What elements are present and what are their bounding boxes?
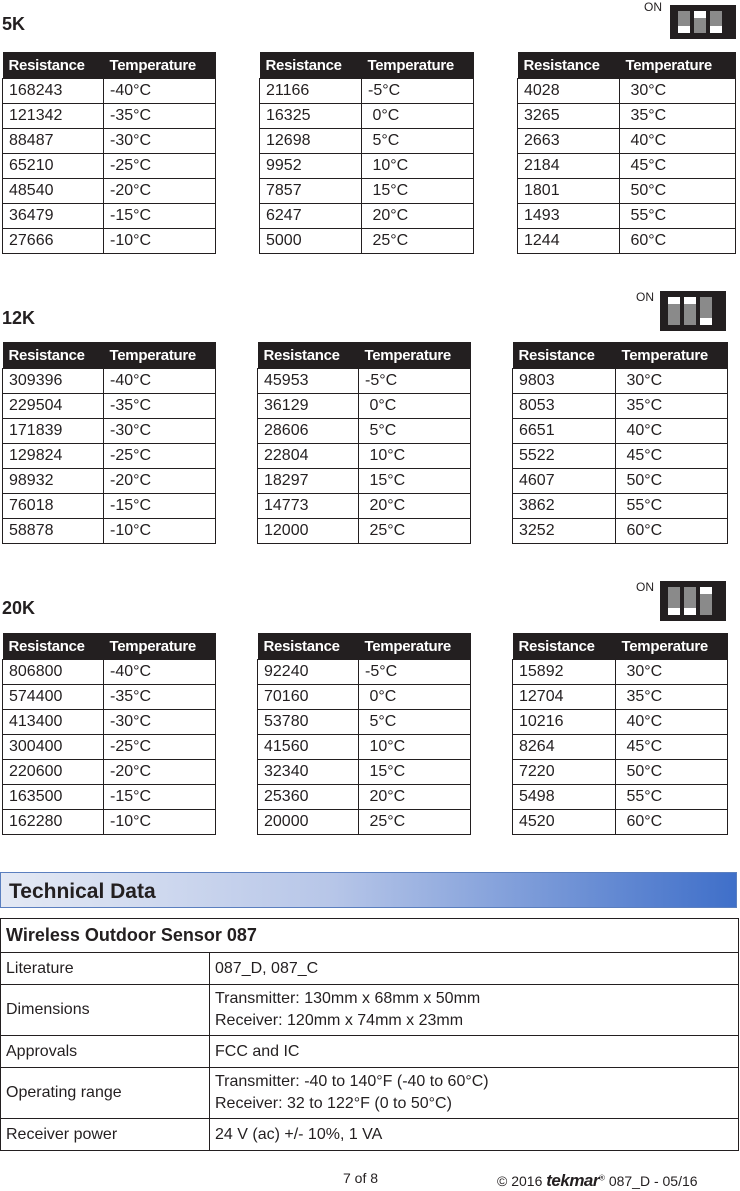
technical-data-table <box>0 918 739 1151</box>
temperature-header: Temperature <box>104 342 216 369</box>
resistance-cell: 3862 <box>513 494 616 519</box>
table-row <box>3 710 216 735</box>
table-row <box>3 685 216 710</box>
resistance-cell: 574400 <box>3 685 104 710</box>
table-row <box>258 494 471 519</box>
spec-value <box>210 953 739 985</box>
technical-table-caption: Wireless Outdoor Sensor 087 <box>1 919 739 953</box>
temperature-cell: 5°C <box>359 710 471 735</box>
table-row <box>260 179 474 204</box>
table-row <box>3 394 216 419</box>
temperature-cell: 0°C <box>362 104 474 129</box>
resistance-cell: 121342 <box>3 104 104 129</box>
resistance-cell: 27666 <box>3 229 104 254</box>
resistance-cell: 5498 <box>513 785 616 810</box>
table-row <box>3 129 216 154</box>
resistance-cell: 1244 <box>518 229 620 254</box>
temperature-cell: -40°C <box>104 660 216 685</box>
resistance-cell: 1493 <box>518 204 620 229</box>
resistance-cell: 32340 <box>258 760 359 785</box>
resistance-cell: 48540 <box>3 179 104 204</box>
table-row <box>3 760 216 785</box>
temperature-header: Temperature <box>359 633 471 660</box>
temperature-cell: -30°C <box>104 710 216 735</box>
resistance-cell: 15892 <box>513 660 616 685</box>
resistance-cell: 88487 <box>3 129 104 154</box>
table-row <box>258 444 471 469</box>
temperature-cell: -5°C <box>359 660 471 685</box>
resistance-cell: 18297 <box>258 469 359 494</box>
temperature-cell: -20°C <box>104 179 216 204</box>
section-title: 20K <box>2 598 36 618</box>
temperature-cell: -40°C <box>104 79 216 104</box>
spec-value-line: 24 V (ac) +/- 10%, 1 VA <box>215 1125 383 1143</box>
resistance-cell: 36479 <box>3 204 104 229</box>
resistance-header: Resistance <box>3 633 104 660</box>
temperature-cell: 20°C <box>362 204 474 229</box>
temperature-cell: 40°C <box>616 710 728 735</box>
temperature-cell: -25°C <box>104 154 216 179</box>
table-row <box>258 394 471 419</box>
technical-data-heading: Technical Data <box>9 880 156 903</box>
dip-switch <box>700 297 712 325</box>
resistance-cell: 171839 <box>3 419 104 444</box>
resistance-cell: 20000 <box>258 810 359 835</box>
temperature-cell: 40°C <box>620 129 736 154</box>
resistance-cell: 300400 <box>3 735 104 760</box>
temperature-cell: 10°C <box>359 444 471 469</box>
resistance-cell: 45953 <box>258 369 359 394</box>
table-row <box>3 104 216 129</box>
temperature-cell: 20°C <box>359 785 471 810</box>
resistance-cell: 8264 <box>513 735 616 760</box>
temperature-cell: -25°C <box>104 735 216 760</box>
table-row <box>513 469 728 494</box>
spec-row <box>1 1119 739 1151</box>
resistance-cell: 220600 <box>3 760 104 785</box>
table-row <box>3 79 216 104</box>
table-row <box>3 204 216 229</box>
resistance-table <box>512 342 728 544</box>
resistance-cell: 4028 <box>518 79 620 104</box>
spec-value <box>210 1036 739 1068</box>
dip-switch <box>694 11 706 33</box>
temperature-cell: -25°C <box>104 444 216 469</box>
dip-switch <box>668 587 680 615</box>
resistance-cell: 36129 <box>258 394 359 419</box>
resistance-cell: 65210 <box>3 154 104 179</box>
resistance-cell: 309396 <box>3 369 104 394</box>
spec-label: Approvals <box>1 1036 210 1068</box>
table-row <box>258 419 471 444</box>
table-row <box>3 810 216 835</box>
table-row <box>260 204 474 229</box>
resistance-table <box>2 342 216 544</box>
table-row <box>3 369 216 394</box>
temperature-cell: 15°C <box>362 179 474 204</box>
resistance-header: Resistance <box>258 342 359 369</box>
temperature-cell: 30°C <box>616 369 728 394</box>
temperature-cell: 30°C <box>620 79 736 104</box>
resistance-cell: 16325 <box>260 104 362 129</box>
spec-value <box>210 985 739 1036</box>
resistance-cell: 12704 <box>513 685 616 710</box>
temperature-cell: 55°C <box>616 494 728 519</box>
spec-row <box>1 1036 739 1068</box>
table-row <box>513 760 728 785</box>
temperature-cell: 55°C <box>620 204 736 229</box>
temperature-cell: 50°C <box>620 179 736 204</box>
resistance-cell: 12698 <box>260 129 362 154</box>
resistance-cell: 5000 <box>260 229 362 254</box>
dip-switch-knob <box>700 318 712 325</box>
resistance-cell: 58878 <box>3 519 104 544</box>
dip-on-label: ON <box>636 580 654 594</box>
resistance-cell: 806800 <box>3 660 104 685</box>
spec-label: Receiver power <box>1 1119 210 1151</box>
brand-logo: tekmar <box>546 1171 600 1190</box>
temperature-cell: -10°C <box>104 519 216 544</box>
temperature-header: Temperature <box>616 342 728 369</box>
temperature-cell: -10°C <box>104 810 216 835</box>
table-row <box>258 469 471 494</box>
resistance-cell: 53780 <box>258 710 359 735</box>
dip-switch-block <box>660 291 726 331</box>
temperature-cell: -15°C <box>104 494 216 519</box>
table-row <box>258 785 471 810</box>
table-row <box>258 735 471 760</box>
spec-label: Dimensions <box>1 985 210 1036</box>
temperature-header: Temperature <box>359 342 471 369</box>
temperature-cell: 45°C <box>616 735 728 760</box>
dip-switch <box>678 11 690 33</box>
resistance-cell: 21166 <box>260 79 362 104</box>
table-row <box>518 154 736 179</box>
table-row <box>3 229 216 254</box>
resistance-header: Resistance <box>518 52 620 79</box>
spec-row <box>1 953 739 985</box>
temperature-header: Temperature <box>362 52 474 79</box>
table-row <box>3 519 216 544</box>
spec-label: Operating range <box>1 1068 210 1119</box>
doc-code: 087_D - 05/16 <box>608 1173 698 1189</box>
resistance-cell: 14773 <box>258 494 359 519</box>
resistance-cell: 92240 <box>258 660 359 685</box>
resistance-cell: 6247 <box>260 204 362 229</box>
temperature-cell: 50°C <box>616 469 728 494</box>
resistance-header: Resistance <box>513 633 616 660</box>
resistance-cell: 22804 <box>258 444 359 469</box>
temperature-cell: -40°C <box>104 369 216 394</box>
dip-switch-block <box>670 5 736 39</box>
table-row <box>258 369 471 394</box>
resistance-cell: 41560 <box>258 735 359 760</box>
resistance-cell: 2663 <box>518 129 620 154</box>
registered-mark: ® <box>599 1173 605 1183</box>
resistance-cell: 7857 <box>260 179 362 204</box>
spec-value-line: Transmitter: 130mm x 68mm x 50mm <box>215 990 481 1007</box>
dip-on-label: ON <box>636 290 654 304</box>
table-row <box>258 810 471 835</box>
temperature-header: Temperature <box>104 633 216 660</box>
temperature-cell: -15°C <box>104 204 216 229</box>
temperature-cell: 5°C <box>359 419 471 444</box>
resistance-cell: 98932 <box>3 469 104 494</box>
resistance-cell: 28606 <box>258 419 359 444</box>
temperature-header: Temperature <box>616 633 728 660</box>
resistance-cell: 3265 <box>518 104 620 129</box>
table-row <box>513 369 728 394</box>
temperature-cell: 60°C <box>616 519 728 544</box>
table-row <box>513 785 728 810</box>
resistance-table <box>259 52 474 254</box>
resistance-cell: 70160 <box>258 685 359 710</box>
temperature-cell: -30°C <box>104 419 216 444</box>
table-row <box>3 179 216 204</box>
resistance-cell: 9803 <box>513 369 616 394</box>
footer-brand <box>497 1171 698 1191</box>
resistance-cell: 163500 <box>3 785 104 810</box>
table-row <box>260 104 474 129</box>
table-row <box>513 710 728 735</box>
temperature-cell: -10°C <box>104 229 216 254</box>
resistance-header: Resistance <box>3 52 104 79</box>
spec-row <box>1 1068 739 1119</box>
temperature-header: Temperature <box>620 52 736 79</box>
table-row <box>513 685 728 710</box>
temperature-cell: 35°C <box>616 394 728 419</box>
table-row <box>518 204 736 229</box>
table-row <box>258 685 471 710</box>
dip-switch-knob <box>694 11 706 18</box>
temperature-cell: -35°C <box>104 104 216 129</box>
resistance-cell: 2184 <box>518 154 620 179</box>
dip-switch-knob <box>684 297 696 304</box>
table-row <box>513 444 728 469</box>
table-row <box>513 494 728 519</box>
dip-switch-knob <box>684 608 696 615</box>
dip-switch <box>684 587 696 615</box>
temperature-cell: 0°C <box>359 394 471 419</box>
spec-label: Literature <box>1 953 210 985</box>
temperature-cell: 55°C <box>616 785 728 810</box>
temperature-cell: 30°C <box>616 660 728 685</box>
table-row <box>518 79 736 104</box>
temperature-cell: -20°C <box>104 760 216 785</box>
table-row <box>3 469 216 494</box>
resistance-header: Resistance <box>513 342 616 369</box>
dip-switch <box>684 297 696 325</box>
table-row <box>3 154 216 179</box>
table-row <box>258 660 471 685</box>
temperature-cell: 25°C <box>362 229 474 254</box>
temperature-cell: 40°C <box>616 419 728 444</box>
spec-value-line: FCC and IC <box>215 1042 300 1060</box>
temperature-cell: -5°C <box>359 369 471 394</box>
section-title: 12K <box>2 308 36 328</box>
resistance-cell: 4607 <box>513 469 616 494</box>
resistance-header: Resistance <box>260 52 362 79</box>
temperature-header: Temperature <box>104 52 216 79</box>
dip-on-label: ON <box>644 0 662 14</box>
resistance-cell: 25360 <box>258 785 359 810</box>
table-row <box>260 129 474 154</box>
resistance-cell: 5522 <box>513 444 616 469</box>
temperature-cell: 20°C <box>359 494 471 519</box>
spec-value-line: Transmitter: -40 to 140°F (-40 to 60°C) <box>215 1073 489 1090</box>
resistance-cell: 12000 <box>258 519 359 544</box>
resistance-cell: 229504 <box>3 394 104 419</box>
temperature-cell: 5°C <box>362 129 474 154</box>
temperature-cell: 50°C <box>616 760 728 785</box>
table-row <box>260 154 474 179</box>
temperature-cell: 15°C <box>359 760 471 785</box>
table-row <box>513 660 728 685</box>
temperature-cell: 15°C <box>359 469 471 494</box>
temperature-cell: 45°C <box>620 154 736 179</box>
table-row <box>3 444 216 469</box>
temperature-cell: -30°C <box>104 129 216 154</box>
temperature-cell: -20°C <box>104 469 216 494</box>
temperature-cell: 35°C <box>616 685 728 710</box>
resistance-table <box>257 633 471 835</box>
resistance-table <box>2 633 216 835</box>
spec-value <box>210 1068 739 1119</box>
resistance-cell: 4520 <box>513 810 616 835</box>
table-row <box>260 229 474 254</box>
technical-data-header <box>0 872 737 908</box>
resistance-cell: 413400 <box>3 710 104 735</box>
dip-switch-knob <box>678 26 690 33</box>
dip-switch <box>668 297 680 325</box>
table-row <box>3 494 216 519</box>
table-row <box>258 760 471 785</box>
resistance-cell: 129824 <box>3 444 104 469</box>
table-row <box>513 810 728 835</box>
resistance-table <box>512 633 728 835</box>
temperature-cell: 10°C <box>359 735 471 760</box>
spec-value-line: Receiver: 120mm x 74mm x 23mm <box>215 1012 464 1029</box>
section-title: 5K <box>2 14 26 34</box>
resistance-cell: 7220 <box>513 760 616 785</box>
spec-row <box>1 985 739 1036</box>
resistance-table <box>517 52 736 254</box>
table-row <box>258 710 471 735</box>
dip-switch-block <box>660 581 726 621</box>
resistance-cell: 6651 <box>513 419 616 444</box>
table-row <box>518 129 736 154</box>
table-row <box>258 519 471 544</box>
table-row <box>260 79 474 104</box>
temperature-cell: 25°C <box>359 519 471 544</box>
table-row <box>3 785 216 810</box>
spec-value-line: Receiver: 32 to 122°F (0 to 50°C) <box>215 1095 452 1112</box>
table-row <box>3 419 216 444</box>
resistance-cell: 76018 <box>3 494 104 519</box>
temperature-cell: -5°C <box>362 79 474 104</box>
resistance-table <box>257 342 471 544</box>
table-row <box>518 229 736 254</box>
resistance-cell: 1801 <box>518 179 620 204</box>
temperature-cell: -35°C <box>104 685 216 710</box>
spec-value <box>210 1119 739 1151</box>
dip-switch-knob <box>710 26 722 33</box>
resistance-header: Resistance <box>3 342 104 369</box>
table-row <box>513 519 728 544</box>
page-number: 7 of 8 <box>343 1170 379 1186</box>
table-row <box>513 394 728 419</box>
spec-value-line: 087_D, 087_C <box>215 959 319 977</box>
dip-switch-knob <box>668 608 680 615</box>
table-row <box>3 735 216 760</box>
resistance-cell: 162280 <box>3 810 104 835</box>
dip-switch-knob <box>700 587 712 594</box>
temperature-cell: 45°C <box>616 444 728 469</box>
temperature-cell: -35°C <box>104 394 216 419</box>
resistance-cell: 168243 <box>3 79 104 104</box>
resistance-cell: 3252 <box>513 519 616 544</box>
temperature-cell: 60°C <box>620 229 736 254</box>
table-row <box>518 179 736 204</box>
dip-switch-knob <box>668 297 680 304</box>
resistance-cell: 9952 <box>260 154 362 179</box>
temperature-cell: 35°C <box>620 104 736 129</box>
dip-switch <box>710 11 722 33</box>
temperature-cell: 0°C <box>359 685 471 710</box>
dip-switch <box>700 587 712 615</box>
resistance-header: Resistance <box>258 633 359 660</box>
temperature-cell: -15°C <box>104 785 216 810</box>
resistance-cell: 10216 <box>513 710 616 735</box>
table-row <box>513 735 728 760</box>
resistance-table <box>2 52 216 254</box>
temperature-cell: 10°C <box>362 154 474 179</box>
table-row <box>513 419 728 444</box>
temperature-cell: 25°C <box>359 810 471 835</box>
temperature-cell: 60°C <box>616 810 728 835</box>
resistance-cell: 8053 <box>513 394 616 419</box>
table-row <box>518 104 736 129</box>
copyright-text: © 2016 <box>497 1173 543 1189</box>
table-row <box>3 660 216 685</box>
